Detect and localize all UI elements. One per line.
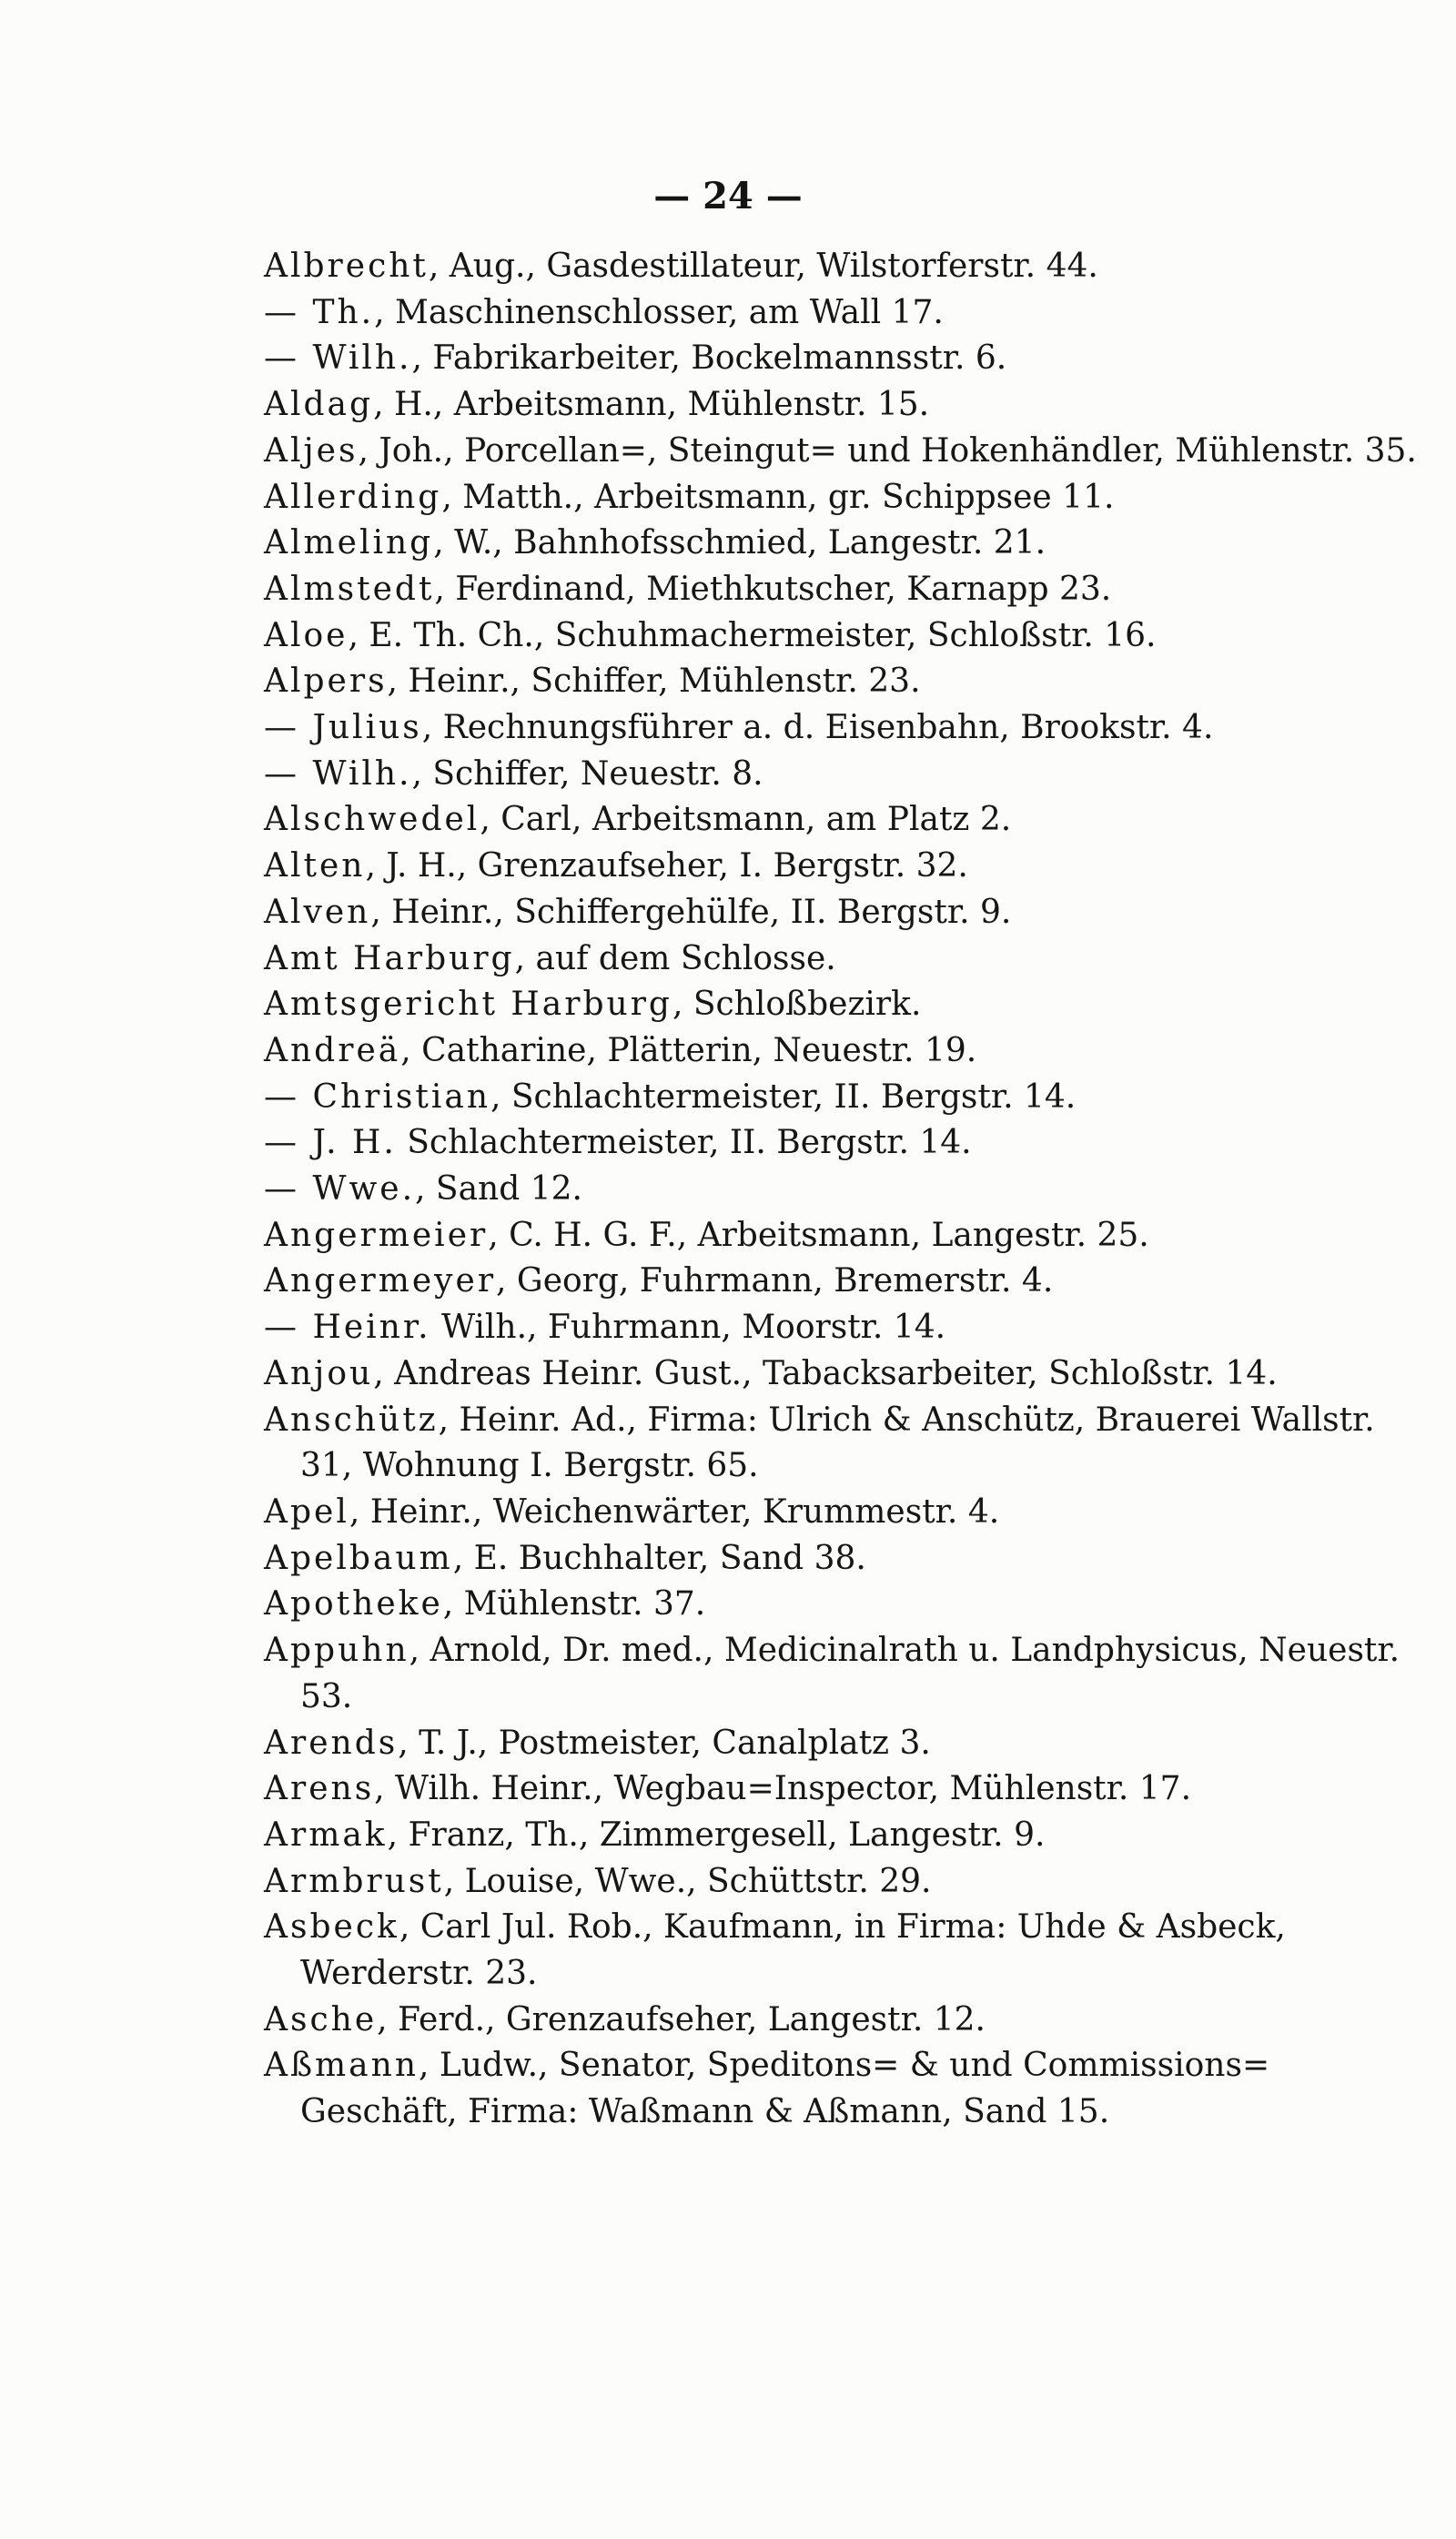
entry-details: , Louise, Wwe., Schüttstr. 29.	[443, 1862, 932, 1900]
entry-details: , Ludw., Senator, Speditons= & und Commissions= Geschäft, Firma: Waßmann & Aßmann, Sand 15.	[300, 2047, 1270, 2131]
directory-entry	[264, 336, 1429, 382]
entry-details: , Aug., Gasdestillateur, Wilstorferstr. 44.	[428, 248, 1098, 285]
entry-details: , E. Buchhalter, Sand 38.	[452, 1539, 866, 1577]
directory-entry	[264, 1259, 1429, 1305]
entry-details: , Schloßbezirk.	[672, 986, 922, 1024]
directory-entry	[264, 244, 1429, 290]
entry-details: , auf dem Schlosse.	[514, 939, 836, 977]
entry-details: , Wilh. Heinr., Wegbau=Inspector, Mühlenstr. 17.	[374, 1770, 1192, 1808]
entry-name: — Th.	[264, 293, 375, 331]
directory-entry	[264, 1905, 1429, 1997]
entry-name: Almstedt	[264, 570, 435, 608]
directory-entry	[264, 1398, 1429, 1490]
entry-name: Almeling	[264, 524, 434, 562]
entry-name: — Heinr.	[264, 1309, 431, 1347]
entry-name: — Wwe.	[264, 1170, 416, 1209]
page-number: — 24 —	[653, 175, 803, 217]
entry-details: , Maschinenschlosser, am Wall 17.	[374, 293, 944, 331]
entry-details: , Matth., Arbeitsmann, gr. Schippsee 11.	[441, 478, 1115, 516]
directory-entry	[264, 982, 1429, 1028]
entry-details: , Heinr., Weichenwärter, Krummestr. 4.	[349, 1492, 1000, 1531]
directory-entry	[264, 290, 1429, 337]
entry-details: , W., Bahnhofsschmied, Langestr. 21.	[433, 524, 1046, 562]
entry-name: Amtsgericht Harburg	[264, 986, 672, 1024]
entry-details: , Fabrikarbeiter, Bockelmannsstr. 6.	[411, 339, 1007, 378]
entry-name: Appuhn	[264, 1632, 410, 1670]
entry-name: Armak	[264, 1816, 388, 1854]
directory-entries	[264, 244, 1429, 2136]
entry-name: Asche	[264, 2000, 378, 2038]
entry-name: Anschütz	[264, 1401, 439, 1439]
directory-entry	[264, 2043, 1429, 2135]
entry-name: Alschwedel	[264, 801, 480, 839]
directory-entry	[264, 890, 1429, 936]
directory-entry	[264, 844, 1429, 890]
entry-details: , Schiffer, Neuestr. 8.	[411, 754, 763, 793]
entry-name: — J. H.	[264, 1124, 397, 1162]
entry-details: , Ferdinand, Miethkutscher, Karnapp 23.	[434, 570, 1112, 608]
entry-name: Alten	[264, 847, 366, 885]
entry-details: , Carl Jul. Rob., Kaufmann, in Firma: Uhde & Asbeck, Werderstr. 23.	[300, 1908, 1286, 1993]
directory-entry	[264, 1120, 1429, 1167]
entry-details: , Georg, Fuhrmann, Bremerstr. 4.	[496, 1262, 1054, 1300]
directory-entry	[264, 936, 1429, 983]
entry-name: Aldag	[264, 386, 374, 424]
entry-name: Angermeier	[264, 1216, 489, 1254]
directory-entry	[264, 797, 1429, 844]
entry-details: , T. J., Postmeister, Canalplatz 3.	[398, 1724, 931, 1762]
directory-entry	[264, 521, 1429, 567]
entry-name: Alpers	[264, 663, 388, 701]
entry-name: — Wilh.	[264, 339, 412, 378]
entry-name: Allerding	[264, 478, 442, 516]
entry-details: , Catharine, Plätterin, Neuestr. 19.	[400, 1031, 977, 1069]
directory-entry	[264, 567, 1429, 613]
entry-name: Aloe	[264, 616, 349, 654]
directory-entry	[264, 1859, 1429, 1906]
entry-name: Albrecht	[264, 248, 429, 285]
entry-name: — Christian	[264, 1077, 490, 1116]
directory-entry	[264, 752, 1429, 798]
entry-name: Apotheke	[264, 1585, 443, 1624]
entry-name: Aljes	[264, 431, 359, 470]
entry-name: Aßmann	[264, 2047, 420, 2085]
directory-entry	[264, 1536, 1429, 1583]
entry-details: , Heinr., Schiffergehülfe, II. Bergstr. 9.	[370, 893, 1012, 931]
entry-name: — Julius	[264, 709, 422, 747]
directory-entry	[264, 659, 1429, 705]
entry-details: Wilh., Fuhrmann, Moorstr. 14.	[430, 1309, 946, 1347]
entry-details: , Rechnungsführer a. d. Eisenbahn, Brookstr. 4.	[421, 709, 1214, 747]
entry-details: , C. H. G. F., Arbeitsmann, Langestr. 25.	[488, 1216, 1149, 1254]
entry-details: , J. H., Grenzaufseher, I. Bergstr. 32.	[365, 847, 968, 885]
directory-entry	[264, 382, 1429, 429]
entry-name: Armbrust	[264, 1862, 444, 1900]
entry-details: , Mühlenstr. 37.	[442, 1585, 706, 1624]
entry-details: , Ferd., Grenzaufseher, Langestr. 12.	[377, 2000, 986, 2038]
directory-entry	[264, 1721, 1429, 1767]
entry-name: Amt Harburg	[264, 939, 515, 977]
entry-name: Angermeyer	[264, 1262, 497, 1300]
entry-name: Apelbaum	[264, 1539, 453, 1577]
entry-details: , E. Th. Ch., Schuhmachermeister, Schloßstr. 16.	[348, 616, 1157, 654]
directory-entry	[264, 1075, 1429, 1121]
entry-details: , Andreas Heinr. Gust., Tabacksarbeiter, Schloßstr. 14.	[373, 1354, 1278, 1392]
directory-entry	[264, 1213, 1429, 1259]
entry-details: , Heinr. Ad., Firma: Ulrich & Anschütz, Brauerei Wallstr. 31, Wohnung I. Bergstr. 65.	[300, 1401, 1375, 1485]
entry-name: — Wilh.	[264, 754, 412, 793]
directory-entry	[264, 1351, 1429, 1398]
directory-entry	[264, 1490, 1429, 1536]
directory-entry	[264, 613, 1429, 660]
entry-name: Arends	[264, 1724, 399, 1762]
entry-name: Andreä	[264, 1031, 401, 1069]
entry-details: , H., Arbeitsmann, Mühlenstr. 15.	[373, 386, 930, 424]
directory-entry	[264, 1582, 1429, 1628]
entry-details: , Schlachtermeister, II. Bergstr. 14.	[490, 1077, 1077, 1116]
entry-details: , Franz, Th., Zimmergesell, Langestr. 9.	[387, 1816, 1046, 1854]
entry-details: , Carl, Arbeitsmann, am Platz 2.	[480, 801, 1012, 839]
directory-entry	[264, 429, 1429, 475]
entry-name: Anjou	[264, 1354, 374, 1392]
directory-entry	[264, 1305, 1429, 1351]
entry-details: , Sand 12.	[415, 1170, 582, 1209]
directory-entry	[264, 705, 1429, 752]
directory-entry	[264, 1028, 1429, 1075]
entry-details: , Arnold, Dr. med., Medicinalrath u. Landphysicus, Neuestr. 53.	[300, 1632, 1400, 1715]
directory-entry	[264, 1998, 1429, 2044]
entry-details: , Joh., Porcellan=, Steingut= und Hokenhändler, Mühlenstr. 35.	[358, 431, 1417, 470]
entry-name: Asbeck	[264, 1908, 399, 1947]
directory-entry	[264, 475, 1429, 521]
entry-name: Arens	[264, 1770, 375, 1808]
directory-entry	[264, 1813, 1429, 1859]
entry-name: Alven	[264, 893, 371, 931]
entry-name: Apel	[264, 1492, 349, 1531]
directory-entry	[264, 1628, 1429, 1720]
directory-entry	[264, 1167, 1429, 1213]
entry-details: Schlachtermeister, II. Bergstr. 14.	[396, 1124, 972, 1162]
entry-details: , Heinr., Schiffer, Mühlenstr. 23.	[387, 663, 921, 701]
directory-entry	[264, 1766, 1429, 1813]
